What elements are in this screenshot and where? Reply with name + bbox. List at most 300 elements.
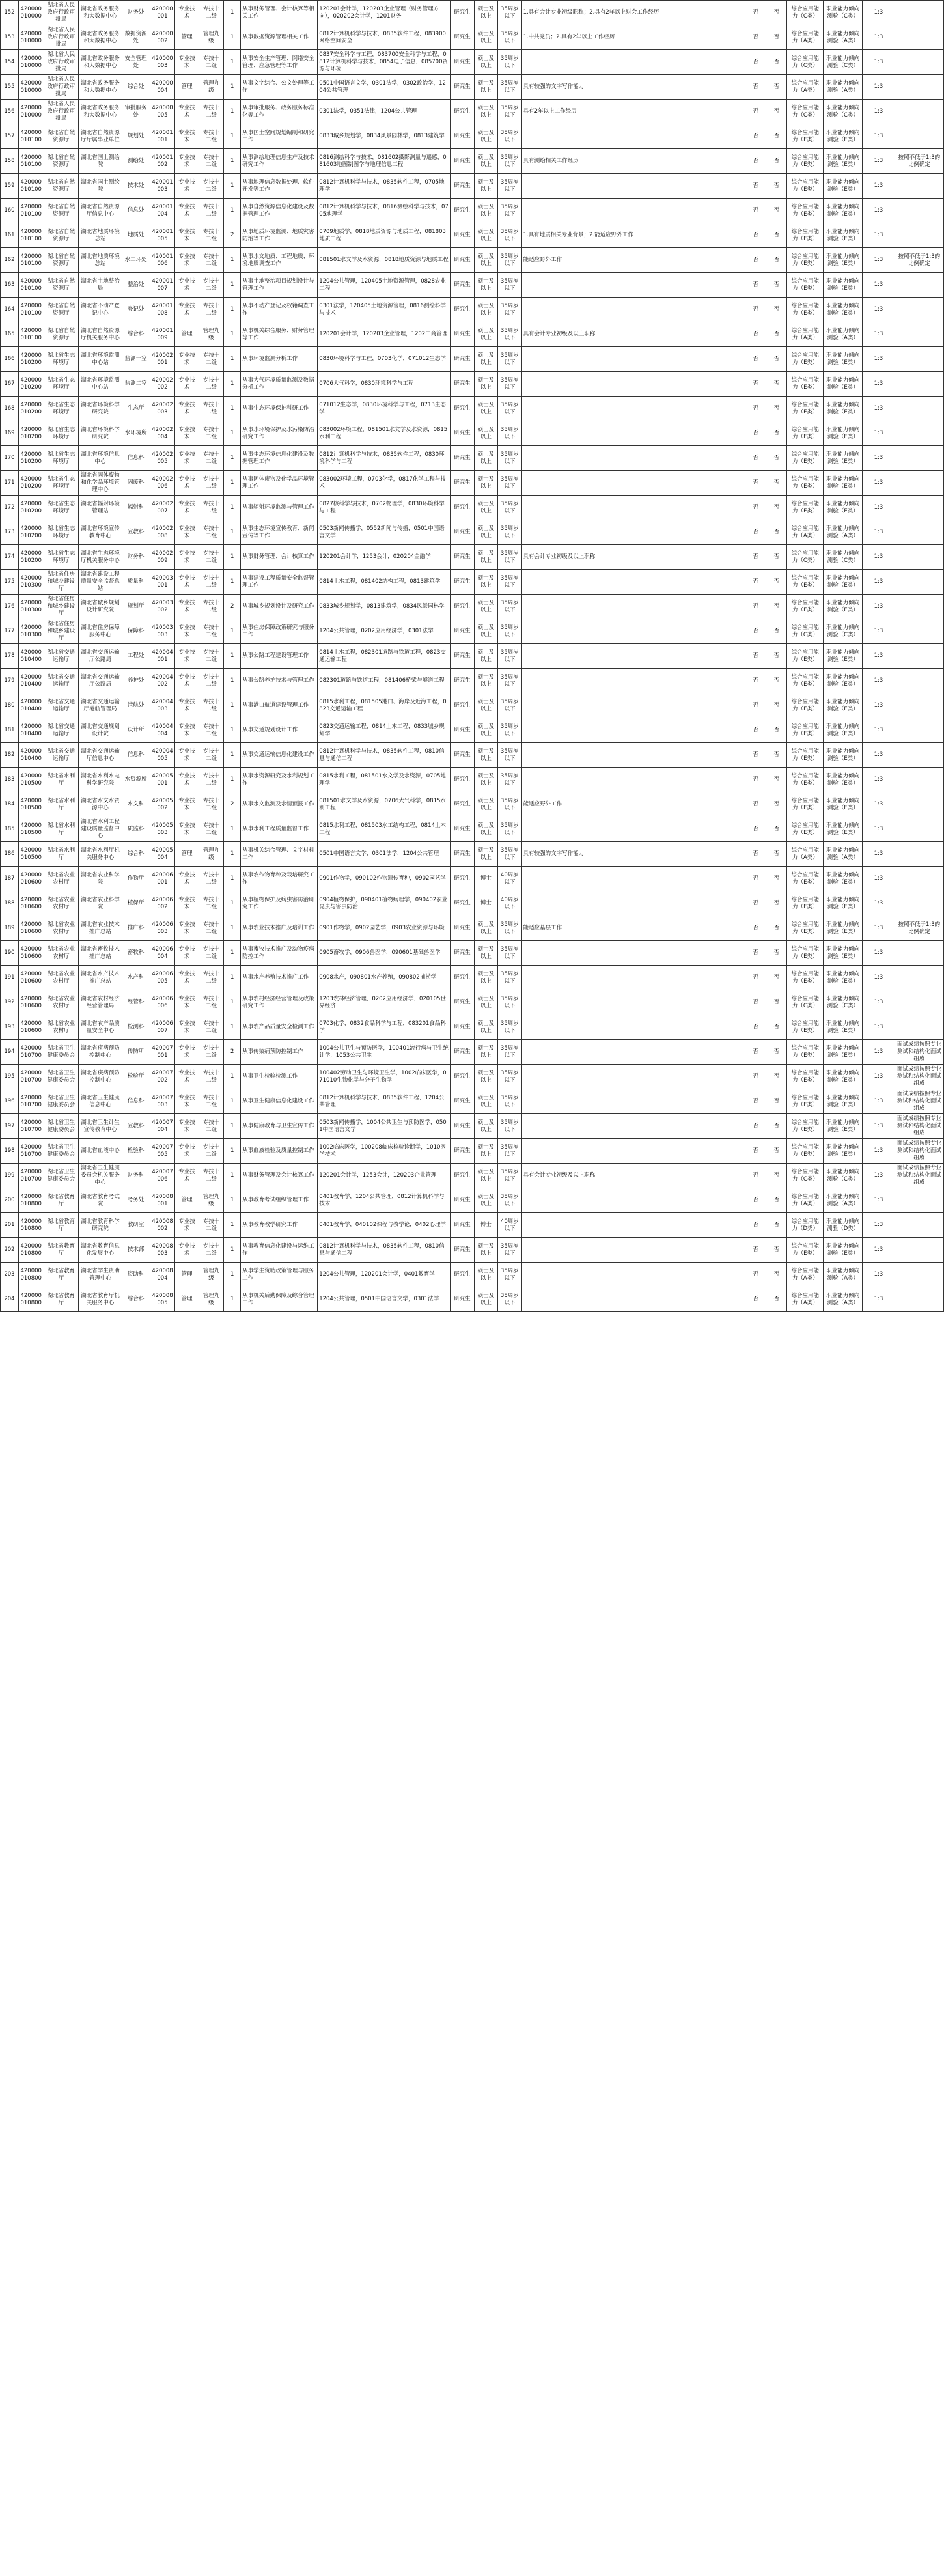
table-cell: 1.中共党员；2.具有2年以上工作经历 [521,25,682,50]
table-cell [682,1139,745,1164]
table-cell: 研究生 [451,1287,474,1312]
table-row [1,1188,944,1213]
table-cell: 湖北省农业农村厅 [44,941,79,966]
table-cell: 否 [745,1040,766,1065]
table-cell: 420000003 [150,50,175,75]
table-cell: 规划处 [122,124,150,149]
table-cell: 综合应用能力（A类） [787,520,824,545]
table-cell: 0833城乡规划学，0834风景园林学，0813建筑学 [318,124,451,149]
table-cell: 否 [745,100,766,124]
table-cell: 水工环处 [122,248,150,273]
table-cell: 420000010000 [18,1,44,25]
table-cell: 职业能力倾向测验（E类） [824,916,863,941]
table-cell [521,619,682,644]
table-cell: 硕士及以上 [474,1287,497,1312]
table-cell [682,941,745,966]
table-cell: 专技十二级 [199,891,224,916]
table-cell: 研究生 [451,397,474,421]
table-cell: 研究生 [451,570,474,595]
table-row [1,248,944,273]
table-cell: 否 [766,1263,787,1287]
table-cell: 专技十二级 [199,1213,224,1238]
table-cell: 湖北省生态环境厅 [44,446,79,471]
table-cell: 管理九级 [199,842,224,867]
table-cell: 综合应用能力（E类） [787,669,824,693]
table-cell: 194 [1,1040,19,1065]
table-cell: 1:3 [863,693,895,718]
table-cell: 否 [766,372,787,397]
table-cell: 博士 [474,867,497,891]
table-cell: 湖北省卫生健康委员会 [44,1164,79,1188]
table-cell: 职业能力倾向测验（C类） [824,1,863,25]
table-cell: 湖北省水利水电科学研究院 [79,768,122,792]
table-cell: 从事数据资源管理相关工作 [241,25,318,50]
table-cell [521,966,682,990]
table-cell [682,990,745,1015]
table-cell: 专业技术 [175,496,199,520]
table-cell: 硕士及以上 [474,644,497,669]
table-cell: 硕士及以上 [474,693,497,718]
table-cell: 专业技术 [175,644,199,669]
table-cell: 湖北省土地整治局 [79,273,122,298]
table-cell: 硕士及以上 [474,669,497,693]
table-cell: 专业技术 [175,1089,199,1114]
table-cell: 从事公路工程建设管理工作 [241,644,318,669]
table-cell [895,990,943,1015]
table-cell: 170 [1,446,19,471]
table-cell: 设计所 [122,718,150,743]
table-cell: 管理九级 [199,1287,224,1312]
table-cell: 综合应用能力（E类） [787,1139,824,1164]
table-cell [682,768,745,792]
table-cell: 420000010000 [18,50,44,75]
table-cell: 综合应用能力（A类） [787,842,824,867]
table-cell: 35周岁以下 [498,545,521,570]
table-cell: 专业技术 [175,1015,199,1040]
table-cell: 湖北省环境监测中心站 [79,347,122,372]
table-cell: 专业技术 [175,990,199,1015]
table-cell: 湖北省辐射环境管理站 [79,496,122,520]
table-cell [682,916,745,941]
table-cell: 1:3 [863,248,895,273]
table-cell: 湖北省人民政府行政审批局 [44,100,79,124]
table-cell: 湖北省水利厅 [44,817,79,842]
table-cell: 湖北省环境信息中心 [79,446,122,471]
table-cell: 420000010700 [18,1164,44,1188]
table-cell: 按照不低于1:3的比例确定 [895,248,943,273]
table-cell: 420000010600 [18,990,44,1015]
table-cell: 1 [224,199,241,223]
table-cell: 湖北省政务服务和大数据中心 [79,1,122,25]
table-cell: 专技十二级 [199,768,224,792]
table-cell: 1:3 [863,1213,895,1238]
table-cell: 1203农林经济管理，0202应用经济学，020105世界经济 [318,990,451,1015]
table-cell [895,100,943,124]
table-cell: 硕士及以上 [474,1,497,25]
table-cell: 湖北省教育考试院 [79,1188,122,1213]
table-cell: 1:3 [863,891,895,916]
table-cell: 否 [745,322,766,347]
table-cell: 否 [766,199,787,223]
table-cell: 专技十二级 [199,50,224,75]
table-cell: 专业技术 [175,372,199,397]
table-cell: 165 [1,322,19,347]
table-cell: 35周岁以下 [498,1114,521,1139]
table-cell: 专技十二级 [199,347,224,372]
table-cell: 专业技术 [175,1164,199,1188]
table-cell [895,743,943,768]
table-cell: 否 [745,397,766,421]
table-cell: 420007001 [150,1040,175,1065]
table-cell: 35周岁以下 [498,149,521,174]
table-cell: 从事卫生检验检测工作 [241,1065,318,1089]
table-cell: 否 [745,570,766,595]
table-cell: 191 [1,966,19,990]
table-cell: 1.具有地质相关专业背景；2.能适应野外工作 [521,223,682,248]
table-cell: 专技十二级 [199,421,224,446]
table-cell [521,669,682,693]
table-cell: 否 [766,1015,787,1040]
table-cell: 研究生 [451,149,474,174]
table-cell: 湖北省水利厅 [44,842,79,867]
table-cell: 湖北省自然资源厅机关服务中心 [79,322,122,347]
table-cell: 从事地理信息数据处理、软件开发等工作 [241,174,318,199]
table-cell: 能适应野外工作 [521,248,682,273]
table-row [1,446,944,471]
table-cell [895,174,943,199]
table-cell: 35周岁以下 [498,842,521,867]
table-cell: 420000002 [150,25,175,50]
table-cell: 湖北省政务服务和大数据中心 [79,25,122,50]
table-cell: 420003002 [150,595,175,619]
table-cell: 202 [1,1238,19,1263]
table-cell: 湖北省疾病预防控制中心 [79,1040,122,1065]
table-row [1,347,944,372]
table-cell: 湖北省交通运输厅 [44,693,79,718]
table-row [1,941,944,966]
table-cell: 195 [1,1065,19,1089]
table-cell: 120201会计学，1253会计，020204金融学 [318,545,451,570]
table-cell: 1204公共管理，120405土地资源管理，0828农业工程 [318,273,451,298]
table-cell: 硕士及以上 [474,1238,497,1263]
table-cell: 专技十二级 [199,669,224,693]
table-cell: 从事水产养殖技术推广工作 [241,966,318,990]
table-cell: 420000010200 [18,496,44,520]
table-cell [895,817,943,842]
table-cell: 专业技术 [175,718,199,743]
table-cell: 研究生 [451,25,474,50]
table-cell [682,1188,745,1213]
table-cell: 082301道路与铁道工程，081406桥梁与隧道工程 [318,669,451,693]
table-cell: 0812计算机科学与技术，0835软件工程，0810信息与通信工程 [318,743,451,768]
table-row [1,693,944,718]
table-cell: 职业能力倾向测验（E类） [824,1139,863,1164]
table-cell: 信息科 [122,446,150,471]
table-cell [682,223,745,248]
table-cell [521,1114,682,1139]
table-cell: 35周岁以下 [498,322,521,347]
table-cell [895,941,943,966]
table-cell: 420006005 [150,966,175,990]
table-cell: 综合应用能力（E类） [787,421,824,446]
table-cell: 0503新闻传播学，1004公共卫生与预防医学，0501中国语言文学 [318,1114,451,1139]
table-cell: 160 [1,199,19,223]
table-cell: 从事国土空间规划编制和研究工作 [241,124,318,149]
table-cell: 35周岁以下 [498,990,521,1015]
table-cell: 博士 [474,891,497,916]
table-cell: 1 [224,25,241,50]
table-cell: 199 [1,1164,19,1188]
table-cell [682,372,745,397]
table-cell: 湖北省农业技术推广总站 [79,916,122,941]
table-cell: 从事公路养护技术与管理工作 [241,669,318,693]
table-cell: 35周岁以下 [498,1188,521,1213]
table-cell [682,644,745,669]
table-cell: 420000004 [150,75,175,100]
table-cell: 1:3 [863,570,895,595]
table-cell: 0812计算机科学与技术，0835软件工程，1204公共管理 [318,1089,451,1114]
table-cell: 否 [745,372,766,397]
table-cell: 综合应用能力（E类） [787,966,824,990]
table-cell: 职业能力倾向测验（E类） [824,941,863,966]
table-cell: 否 [766,100,787,124]
table-cell: 湖北省卫生计生宣传教育中心 [79,1114,122,1139]
table-cell [521,570,682,595]
table-cell: 湖北省农业科学院 [79,867,122,891]
table-cell: 具有2年以上工作经历 [521,100,682,124]
table-cell: 湖北省农业科学院 [79,891,122,916]
table-cell: 从事水文地质、工程地质、环境地质调查工作 [241,248,318,273]
table-cell: 否 [766,916,787,941]
table-cell: 湖北省交通运输厅 [44,718,79,743]
table-cell: 否 [766,248,787,273]
table-cell: 从事畜牧技术推广及动物疫病防控工作 [241,941,318,966]
table-cell: 湖北省生态环境厅 [44,347,79,372]
table-cell: 0812计算机科学与技术，0835软件工程，0705地理学 [318,174,451,199]
table-cell: 1002临床医学，100208临床检验诊断学，1010医学技术 [318,1139,451,1164]
table-cell: 研究生 [451,75,474,100]
table-cell: 否 [745,50,766,75]
table-cell [682,75,745,100]
table-cell: 420007006 [150,1164,175,1188]
table-cell [682,421,745,446]
table-cell: 硕士及以上 [474,1139,497,1164]
table-cell: 具有会计专业初级及以上职称 [521,1164,682,1188]
table-cell: 专技十二级 [199,273,224,298]
table-cell: 职业能力倾向测验（E类） [824,1040,863,1065]
table-cell: 综合科 [122,1287,150,1312]
table-cell [682,867,745,891]
table-cell: 从事文字综合、公文处理等工作 [241,75,318,100]
table-cell: 硕士及以上 [474,199,497,223]
table-cell: 职业能力倾向测验（E类） [824,298,863,322]
table-row [1,1263,944,1287]
table-cell: 管理 [175,842,199,867]
table-cell [521,891,682,916]
table-cell: 420001007 [150,273,175,298]
table-cell: 硕士及以上 [474,372,497,397]
table-cell: 湖北省交通运输厅公路局 [79,644,122,669]
table-cell: 职业能力倾向测验（A类） [824,1287,863,1312]
table-cell: 从事学生资助政策管理与服务工作 [241,1263,318,1287]
table-cell: 职业能力倾向测验（C类） [824,1164,863,1188]
table-cell: 硕士及以上 [474,471,497,496]
table-cell: 湖北省生态环境厅 [44,397,79,421]
table-cell: 1:3 [863,941,895,966]
table-cell: 综合应用能力（E类） [787,570,824,595]
table-cell: 083002环境工程，0703化学，0817化学工程与技术 [318,471,451,496]
table-row [1,149,944,174]
table-cell: 职业能力倾向测验（E类） [824,1238,863,1263]
table-cell: 35周岁以下 [498,595,521,619]
table-cell: 35周岁以下 [498,817,521,842]
table-cell: 综合应用能力（E类） [787,372,824,397]
table-cell: 1:3 [863,298,895,322]
table-cell: 否 [745,25,766,50]
table-cell: 推广科 [122,916,150,941]
table-cell: 35周岁以下 [498,619,521,644]
table-cell: 1 [224,75,241,100]
table-cell: 面试成绩按照专业测试和结构化面试组成 [895,1065,943,1089]
table-cell: 1:3 [863,867,895,891]
table-cell: 职业能力倾向测验（A类） [824,842,863,867]
table-cell: 管理 [175,1188,199,1213]
table-cell: 湖北省生态环境厅 [44,520,79,545]
table-cell: 从事机关综合管理、文字材料工作 [241,842,318,867]
table-cell: 否 [766,1213,787,1238]
table-cell: 120201会计学，1253会计，120203企业管理 [318,1164,451,1188]
table-row [1,520,944,545]
table-cell: 湖北省生态环境厅 [44,496,79,520]
table-cell: 硕士及以上 [474,446,497,471]
table-cell: 信息科 [122,1089,150,1114]
table-cell [521,471,682,496]
table-cell [895,1213,943,1238]
table-cell [521,372,682,397]
table-cell: 否 [766,545,787,570]
table-cell: 1:3 [863,1238,895,1263]
table-cell: 综合科 [122,322,150,347]
table-cell: 1.具有会计专业初级职称；2.具有2年以上财会工作经历 [521,1,682,25]
table-cell: 1 [224,149,241,174]
table-cell: 35周岁以下 [498,644,521,669]
table-cell: 湖北省人民政府行政审批局 [44,25,79,50]
table-cell: 1 [224,372,241,397]
table-cell [521,199,682,223]
table-cell: 420006002 [150,891,175,916]
table-cell: 1 [224,619,241,644]
table-cell: 专业技术 [175,1238,199,1263]
table-cell [895,1,943,25]
table-cell [521,718,682,743]
table-cell: 1:3 [863,75,895,100]
table-cell: 从事机关后勤保障及综合管理工作 [241,1287,318,1312]
table-cell: 湖北省国土测绘院 [79,149,122,174]
table-cell: 1 [224,1,241,25]
table-cell: 420007003 [150,1089,175,1114]
table-cell: 硕士及以上 [474,1188,497,1213]
table-cell: 专技十二级 [199,718,224,743]
table-cell [895,1263,943,1287]
table-cell: 专业技术 [175,100,199,124]
table-row [1,842,944,867]
table-cell: 否 [745,595,766,619]
table-cell: 1 [224,842,241,867]
table-cell: 具有测绘相关工作经历 [521,149,682,174]
table-cell: 湖北省住房和城乡建设厅 [44,595,79,619]
table-cell: 420008004 [150,1263,175,1287]
table-cell: 2 [224,223,241,248]
table-cell: 1 [224,322,241,347]
table-cell: 地质处 [122,223,150,248]
table-cell: 1 [224,966,241,990]
table-cell [682,1114,745,1139]
table-cell: 工程处 [122,644,150,669]
table-cell [682,1164,745,1188]
table-cell: 420007004 [150,1114,175,1139]
table-cell: 否 [745,1213,766,1238]
table-cell: 否 [766,174,787,199]
table-cell: 湖北省人民政府行政审批局 [44,75,79,100]
table-cell: 否 [766,1164,787,1188]
table-cell: 420000010100 [18,298,44,322]
table-cell: 420005003 [150,817,175,842]
table-cell: 硕士及以上 [474,718,497,743]
table-cell: 420002007 [150,496,175,520]
table-cell: 专技十二级 [199,867,224,891]
table-cell [895,124,943,149]
table-cell [895,644,943,669]
table-row [1,570,944,595]
table-cell: 湖北省不动产登记中心 [79,298,122,322]
table-cell: 专业技术 [175,966,199,990]
table-cell: 职业能力倾向测验（E类） [824,149,863,174]
table-cell: 1 [224,1188,241,1213]
table-cell: 420000010100 [18,248,44,273]
table-cell: 420000010600 [18,867,44,891]
table-cell: 0837安全科学与工程，083700安全科学与工程，0812计算机科学与技术，0854电子信息，085700资源与环境 [318,50,451,75]
table-cell: 35周岁以下 [498,768,521,792]
table-cell: 研究生 [451,1065,474,1089]
table-cell [895,397,943,421]
table-cell: 研究生 [451,891,474,916]
table-cell: 420008005 [150,1287,175,1312]
table-cell: 35周岁以下 [498,1139,521,1164]
table-cell: 综合应用能力（E类） [787,1015,824,1040]
table-cell: 120201会计学，120203企业管理（财务管理方向），020202会计学，1201财务 [318,1,451,25]
table-cell: 职业能力倾向测验（A类） [824,75,863,100]
table-cell [521,298,682,322]
table-cell: 专技十二级 [199,1164,224,1188]
table-cell: 管理 [175,1287,199,1312]
table-cell [521,1065,682,1089]
table-cell [521,273,682,298]
table-cell: 管理九级 [199,25,224,50]
table-cell [682,100,745,124]
table-cell: 从事辐射环境监测与管理工作 [241,496,318,520]
table-cell: 湖北省政务服务和大数据中心 [79,50,122,75]
table-cell: 35周岁以下 [498,1040,521,1065]
table-cell: 职业能力倾向测验（E类） [824,248,863,273]
table-cell: 检验科 [122,1139,150,1164]
table-cell [895,199,943,223]
table-cell: 0301法学，120405土地资源管理，0816测绘科学与技术 [318,298,451,322]
table-cell: 专业技术 [175,1,199,25]
table-cell [682,570,745,595]
table-cell: 湖北省交通运输厅信息中心 [79,743,122,768]
table-cell: 湖北省住房和城乡建设厅 [44,570,79,595]
table-cell: 研究生 [451,421,474,446]
